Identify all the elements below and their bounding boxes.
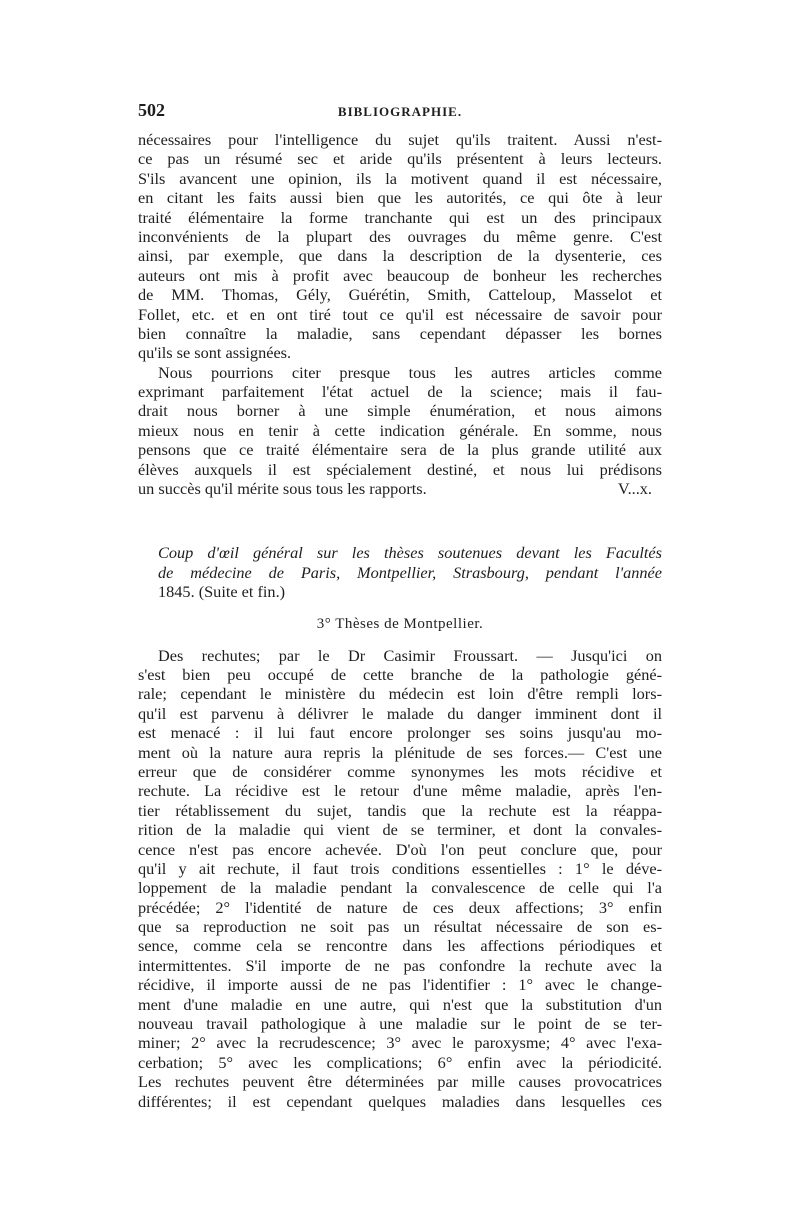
text-line: erreur que de considérer comme synonymes les mots récidive et [138, 761, 662, 781]
title-line: 1845. (Suite et fin.) [158, 582, 286, 602]
page-number: 502 [138, 100, 165, 120]
review-paragraph [138, 130, 662, 363]
text-line: un succès qu'il mérite sous tous les rapports. [138, 479, 427, 499]
text-line: mieux nous en tenir à cette indication générale. En somme, nous [138, 420, 662, 440]
text-line: pensons que ce traité élémentaire sera de la plus grande utilité aux [138, 440, 662, 460]
text-line: Les rechutes peuvent être déterminées par mille causes provocatrices [138, 1072, 662, 1092]
title-line: de médecine de Paris, Montpellier, Strasbourg, pendant l'année [158, 562, 662, 582]
text-line: qu'ils se sont assignées. [138, 343, 292, 363]
text-line: intermittentes. S'il importe de ne pas confondre la rechute avec la [138, 955, 662, 975]
running-head: BIBLIOGRAPHIE. [337, 104, 463, 119]
text-line: miner; 2° avec la recrudescence; 3° avec le paroxysme; 4° avec l'exa- [138, 1033, 662, 1053]
spacer [138, 634, 662, 646]
text-line: précédée; 2° l'identité de nature de ces deux affections; 3° enfin [138, 897, 662, 917]
text-line: inconvénients de la plupart des ouvrages du même genre. C'est [138, 226, 662, 246]
text-line: rale; cependant le ministère du médecin est loin d'être rempli lors- [138, 684, 662, 704]
text-line: qu'il y ait rechute, il faut trois conditions essentielles : 1° le déve- [138, 858, 662, 878]
text-line-with-signature [138, 479, 662, 498]
text-line: de MM. Thomas, Gély, Guérétin, Smith, Catteloup, Masselot et [138, 285, 662, 305]
text-line: élèves auxquels il est spécialement destiné, et nous lui prédisons [138, 459, 662, 479]
text-line: Nous pourrions citer presque tous les autres articles comme [158, 362, 662, 382]
text-line: s'est bien peu occupé de cette branche de la pathologie géné- [138, 664, 662, 684]
text-line: Follet, etc. et en ont tiré tout ce qu'il est nécessaire de savoir pour [138, 304, 662, 324]
title-line: Coup d'œil général sur les thèses soutenues devant les Facultés [158, 543, 662, 563]
text-line: ce pas un résumé sec et aride qu'ils présentent à leurs lecteurs. [138, 149, 662, 169]
review-signature: V...x. [617, 479, 652, 499]
text-line: exprimant parfaitement l'état actuel de la science; mais il fau- [138, 382, 662, 402]
review-paragraph [138, 363, 662, 499]
text-line: loppement de la maladie pendant la convalescence de celle qui l'a [138, 878, 662, 898]
text-line: ment où la nature aura repris la plénitude de ses forces.— C'est une [138, 742, 662, 762]
section-heading: 3° Thèses de Montpellier. [316, 615, 484, 632]
article-title [138, 543, 662, 601]
book-page [138, 98, 662, 1111]
text-line: qu'il est parvenu à délivrer le malade du danger imminent dont il [138, 703, 662, 723]
text-line: en citant les faits aussi bien que les autorités, ce qui ôte à leur [138, 188, 662, 208]
text-line: cerbation; 5° avec les complications; 6° enfin avec la périodicité. [138, 1052, 662, 1072]
page-header [138, 98, 662, 130]
text-line: que sa reproduction ne soit pas un résultat nécessaire de son es- [138, 917, 662, 937]
spacer [138, 602, 662, 614]
text-line: auteurs ont mis à profit avec beaucoup de bonheur les recherches [138, 265, 662, 285]
text-line: ment d'une maladie en une autre, qui n'est que la substitution d'un [138, 994, 662, 1014]
text-line: récidive, il importe aussi de ne pas l'identifier : 1° avec le change- [138, 975, 662, 995]
text-line: sence, comme cela se rencontre dans les affections périodiques et [138, 936, 662, 956]
text-line: drait nous borner à une simple énumération, et nous aimons [138, 401, 662, 421]
text-line: rechute. La récidive est le retour d'une même maladie, après l'en- [138, 781, 662, 801]
text-line: tier rétablissement du sujet, tandis que la rechute est la réappa- [138, 800, 662, 820]
text-line: cence n'est pas encore achevée. D'où l'on peut conclure que, pour [138, 839, 662, 859]
text-line: S'ils avancent une opinion, ils la motivent quand il est nécessaire, [138, 168, 662, 188]
thesis-paragraph [138, 646, 662, 1111]
spacer [138, 498, 662, 543]
text-line: nouveau travail pathologique à une maladie sur le point de se ter- [138, 1014, 662, 1034]
text-line: différentes; il est cependant quelques maladies dans lesquelles ces [138, 1091, 662, 1111]
text-line: bien connaître la maladie, sans cependant dépasser les bornes [138, 323, 662, 343]
text-line: rition de la maladie qui vient de se terminer, et dont la convales- [138, 820, 662, 840]
text-line: est menacé : il lui faut encore prolonger ses soins jusqu'au mo- [138, 723, 662, 743]
text-line: nécessaires pour l'intelligence du sujet qu'ils traitent. Aussi n'est- [138, 130, 662, 149]
text-line: traité élémentaire la forme tranchante qui est un des principaux [138, 207, 662, 227]
text-line: Des rechutes; par le Dr Casimir Froussart. — Jusqu'ici on [158, 645, 662, 665]
text-line: ainsi, par exemple, que dans la description de la dysenterie, ces [138, 246, 662, 266]
